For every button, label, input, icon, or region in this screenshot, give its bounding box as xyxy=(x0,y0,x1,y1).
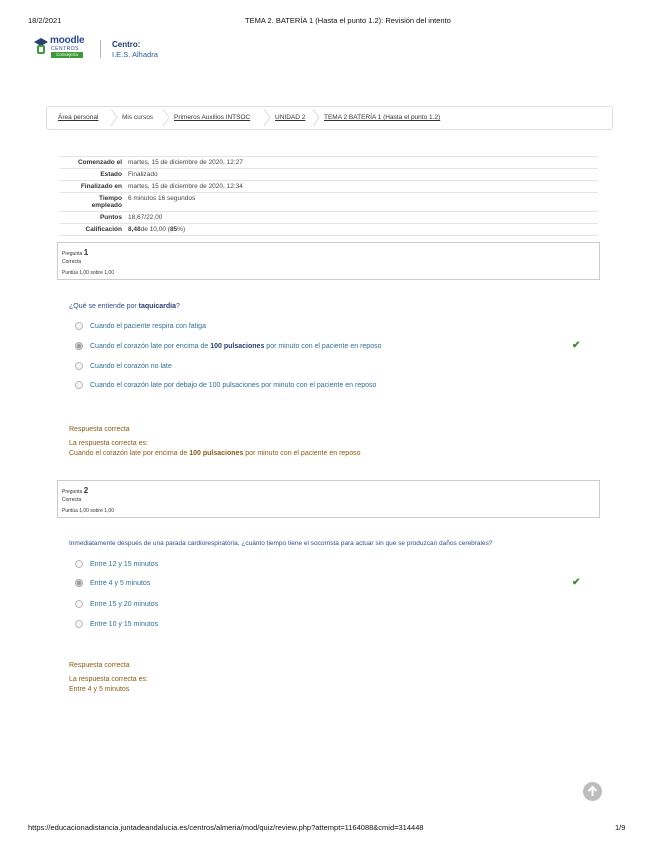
summary-value: 18,67/22,00 xyxy=(128,214,163,221)
breadcrumb-separator-icon xyxy=(110,109,118,126)
question-info-box xyxy=(57,242,600,280)
correct-answer-label: La respuesta correcta es: xyxy=(69,676,148,683)
answer-option-label: Entre 4 y 5 minutos xyxy=(90,579,151,587)
correct-answer-label: La respuesta correcta es: xyxy=(69,440,148,447)
option-text-part: por minuto con el paciente en reposo xyxy=(264,342,382,350)
answer-option[interactable] xyxy=(75,560,158,568)
breadcrumb-separator-icon xyxy=(263,109,271,126)
summary-row-time xyxy=(60,192,598,211)
grade-rest: de 10,00 ( xyxy=(140,226,170,233)
question-score: Puntúa 1,00 sobre 1,00 xyxy=(62,508,114,514)
summary-row-started xyxy=(60,156,598,168)
option-text-bold: 100 pulsaciones xyxy=(210,342,265,350)
summary-row-grade xyxy=(60,223,598,236)
radio-button[interactable] xyxy=(75,600,83,608)
summary-label: Comenzado el xyxy=(77,159,122,166)
header-divider xyxy=(100,40,101,58)
question-score: Puntúa 1,00 sobre 1,00 xyxy=(62,270,114,276)
answer-text-bold: 100 pulsaciones xyxy=(189,450,244,457)
breadcrumb-item-course[interactable]: Primeros Auxilios INTSOC xyxy=(174,114,251,121)
feedback-text: Respuesta correcta xyxy=(69,662,130,669)
radio-button[interactable] xyxy=(75,381,83,389)
check-icon: ✔ xyxy=(572,340,581,351)
answer-text-part: por minuto con el paciente en reposo xyxy=(243,450,361,457)
question-status: Correcta xyxy=(62,259,82,265)
breadcrumb xyxy=(46,106,613,130)
radio-button[interactable] xyxy=(75,322,83,330)
feedback-text: Respuesta correcta xyxy=(69,426,130,433)
breadcrumb-separator-icon xyxy=(312,109,320,126)
graduation-cap-icon xyxy=(34,36,48,56)
radio-button-selected[interactable] xyxy=(75,579,83,587)
summary-row-finished xyxy=(60,180,598,192)
question-text-part: ¿Qué se entiende por xyxy=(69,303,139,310)
summary-label: Finalizado en xyxy=(80,183,122,190)
centro-label: Centro: xyxy=(112,40,141,49)
logo-badge: Consejería xyxy=(51,52,83,58)
summary-label: Calificación xyxy=(85,226,122,233)
print-date: 18/2/2021 xyxy=(28,16,62,25)
radio-button-selected[interactable] xyxy=(75,342,83,350)
summary-row-points xyxy=(60,211,598,223)
print-footer-url: https://educacionadistancia.juntadeandalucia.es/centros/almeria/mod/quiz/review.php?attempt=1164088&cmid=314448 xyxy=(28,823,424,832)
grade-value: 8,48 xyxy=(128,226,141,233)
breadcrumb-separator-icon xyxy=(162,109,170,126)
check-icon: ✔ xyxy=(572,577,581,588)
breadcrumb-item-unidad[interactable]: UNIDAD 2 xyxy=(275,114,306,121)
breadcrumb-item-area-personal[interactable]: Área personal xyxy=(58,114,99,121)
answer-option[interactable] xyxy=(75,322,206,330)
attempt-summary-table xyxy=(60,156,598,236)
summary-label-line: Tiempo xyxy=(99,195,122,202)
answer-option[interactable] xyxy=(75,600,158,608)
answer-option[interactable] xyxy=(75,620,158,628)
answer-text-part: Cuando el corazón late por encima de xyxy=(69,450,190,457)
answer-option[interactable] xyxy=(75,381,376,389)
summary-value: martes, 15 de diciembre de 2020, 12:27 xyxy=(128,159,243,166)
answer-option-label: Cuando el corazón no late xyxy=(90,362,172,370)
summary-row-state xyxy=(60,168,598,180)
print-footer-page: 1/9 xyxy=(615,823,626,832)
question-number: 1 xyxy=(83,248,89,257)
question-info-box xyxy=(57,480,600,518)
answer-option-label: Entre 12 y 15 minutos xyxy=(90,560,159,568)
radio-button[interactable] xyxy=(75,560,83,568)
question-label: Pregunta xyxy=(62,251,83,257)
correct-answer: Entre 4 y 5 minutos xyxy=(69,686,130,693)
centro-value: I.E.S. Alhadra xyxy=(112,50,158,59)
answer-option-label: Entre 10 y 15 minutos xyxy=(90,620,159,628)
grade-end: %) xyxy=(177,226,186,233)
option-text-part: Cuando el corazón late por encima de xyxy=(90,342,211,350)
question-text xyxy=(69,303,180,310)
question-label: Pregunta xyxy=(62,489,83,495)
logo-subtext: CENTROS xyxy=(51,46,79,52)
correct-answer xyxy=(69,450,360,457)
moodle-logo[interactable] xyxy=(34,36,92,58)
question-status: Correcta xyxy=(62,497,82,503)
answer-option-label: Cuando el corazón late por debajo de 100 pulsaciones por minuto con el paciente en reposo xyxy=(90,381,377,389)
summary-label: Puntos xyxy=(99,214,122,221)
summary-label-line: empleado xyxy=(91,202,122,209)
answer-option-selected[interactable] xyxy=(75,342,381,350)
answer-option-label: Entre 15 y 20 minutos xyxy=(90,600,159,608)
answer-option-label xyxy=(90,343,381,350)
breadcrumb-item-tema[interactable]: TEMA 2 BATERÍA 1 (Hasta el punto 1.2) xyxy=(324,114,441,121)
radio-button[interactable] xyxy=(75,620,83,628)
arrow-up-icon xyxy=(583,782,602,801)
question-text: Inmediatamente después de una parada cardiorespiratoria, ¿cuánto tiempo tiene el socorrista para actuar sin que se produzcan daños cerebrales? xyxy=(69,540,493,547)
breadcrumb-item-mis-cursos[interactable]: Mis cursos xyxy=(122,114,154,121)
summary-value: 6 minutos 16 segundos xyxy=(128,195,196,202)
summary-label xyxy=(60,195,128,209)
summary-value: Finalizado xyxy=(128,171,158,178)
radio-button[interactable] xyxy=(75,362,83,370)
summary-label: Estado xyxy=(100,171,122,178)
logo-text: moodle xyxy=(50,35,85,46)
answer-option-label: Cuando el paciente respira con fatiga xyxy=(90,322,206,330)
answer-option[interactable] xyxy=(75,362,172,370)
question-number: 2 xyxy=(83,486,89,495)
print-title: TEMA 2. BATERÍA 1 (Hasta el punto 1.2): Revisión del intento xyxy=(245,16,451,25)
question-text-bold: taquicardia xyxy=(138,303,177,310)
answer-option-selected[interactable] xyxy=(75,579,150,587)
grade-percent: 85 xyxy=(169,226,178,233)
question-text-part: ? xyxy=(176,303,180,310)
back-to-top-button[interactable] xyxy=(583,782,602,801)
summary-value: martes, 15 de diciembre de 2020, 12:34 xyxy=(128,183,243,190)
summary-value xyxy=(128,226,185,233)
